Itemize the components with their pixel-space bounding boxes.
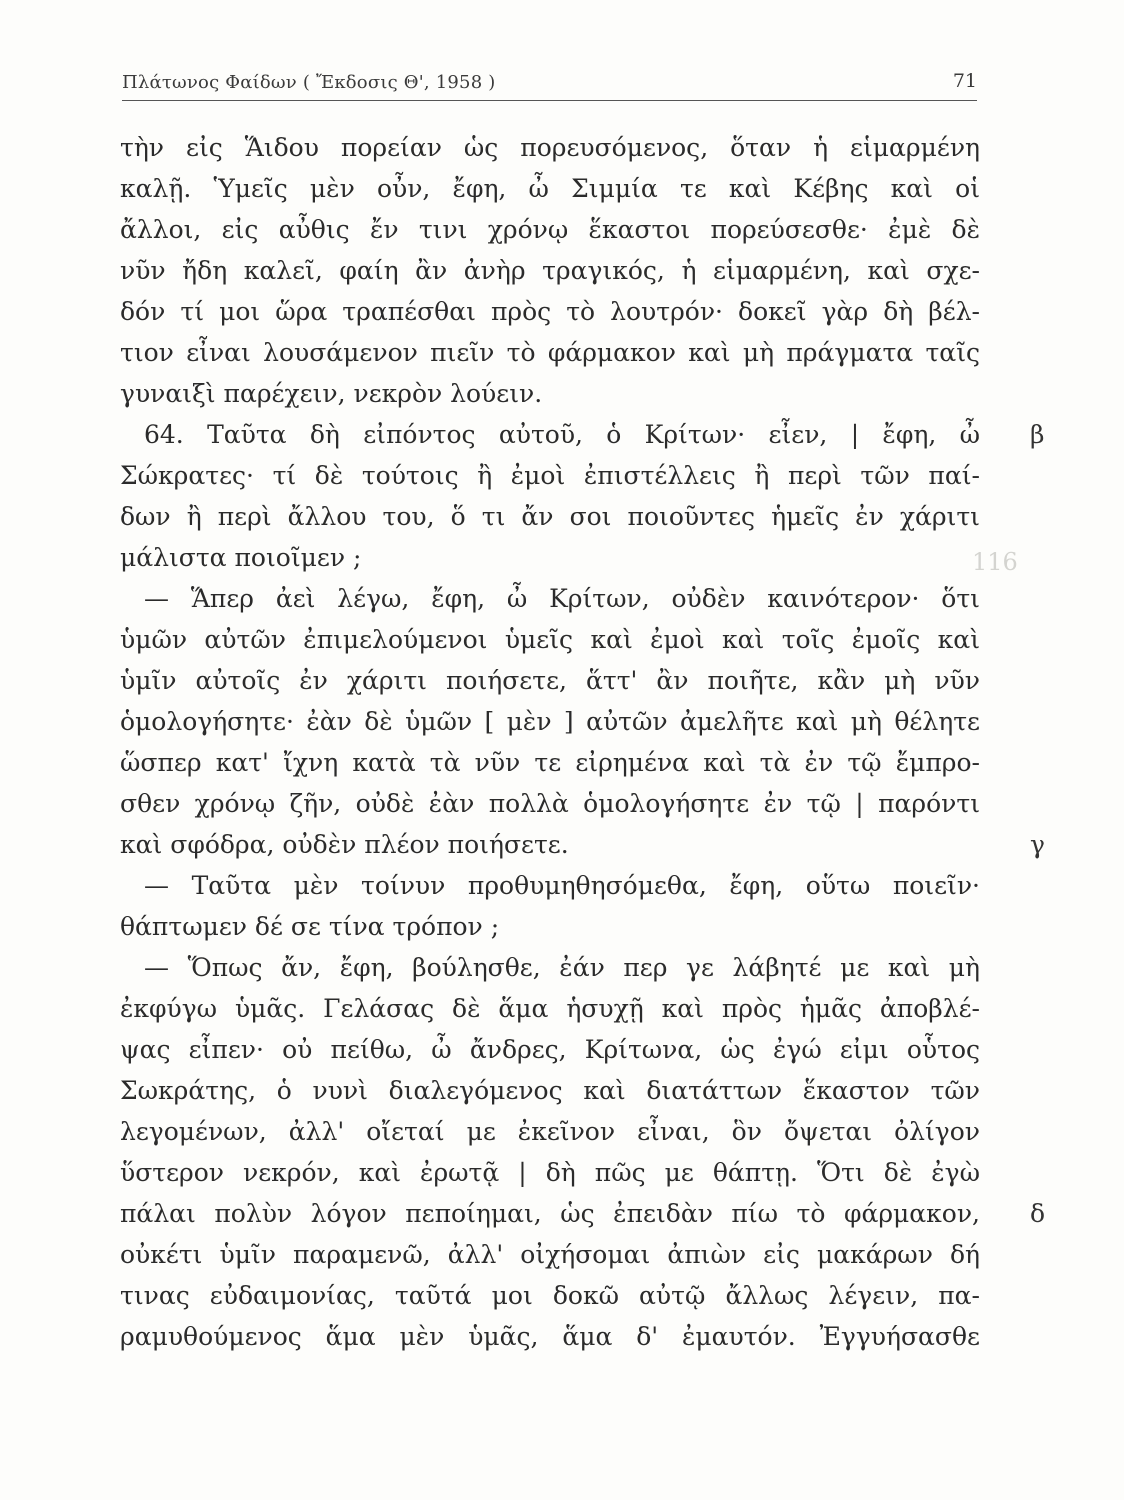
text-line: νῦν ἤδη καλεῖ, φαίη ἂν ἀνὴρ τραγικός, ἡ εἱμαρμένη, καὶ σχε-: [120, 256, 980, 285]
text-line: Σώκρατες· τί δὲ τούτοις ἢ ἐμοὶ ἐπιστέλλεις ἢ περὶ τῶν παί-: [120, 461, 980, 490]
text-line: οὐκέτι ὑμῖν παραμενῶ, ἀλλ' οἰχήσομαι ἀπιὼν εἰς μακάρων δή: [120, 1240, 980, 1269]
text-line: λεγομένων, ἀλλ' οἴεταί με ἐκεῖνον εἶναι, ὃν ὄψεται ὀλίγον: [120, 1117, 980, 1146]
dialogue-line: — Ὅπως ἄν, ἔφη, βούλησθε, ἐάν περ γε λάβητέ με καὶ μὴ: [144, 953, 980, 982]
text-line: ραμυθούμενος ἅμα μὲν ὑμᾶς, ἅμα δ' ἐμαυτόν. Ἐγγυήσασθε: [120, 1322, 980, 1351]
margin-letter-gamma: γ: [1030, 830, 1045, 859]
section-start-line: 64. Ταῦτα δὴ εἰπόντος αὐτοῦ, ὁ Κρίτων· εἶεν, | ἔφη, ὦ: [144, 420, 980, 449]
text-line: δόν τί μοι ὥρα τραπέσθαι πρὸς τὸ λουτρόν· δοκεῖ γὰρ δὴ βέλ-: [120, 297, 980, 326]
text-line: μάλιστα ποιοῖμεν ;: [120, 543, 362, 572]
text-line: ψας εἶπεν· οὐ πείθω, ὦ ἄνδρες, Κρίτωνα, ὡς ἐγώ εἰμι οὗτος: [120, 1035, 980, 1064]
text-line: καλῇ. Ὑμεῖς μὲν οὖν, ἔφη, ὦ Σιμμία τε καὶ Κέβης καὶ οἱ: [120, 174, 980, 203]
header-rule: [122, 100, 977, 101]
text-line: ἐκφύγω ὑμᾶς. Γελάσας δὲ ἅμα ἡσυχῇ καὶ πρὸς ἡμᾶς ἀποβλέ-: [120, 994, 980, 1023]
text-line: καὶ σφόδρα, οὐδὲν πλέον ποιήσετε.: [120, 830, 569, 859]
text-line: γυναιξὶ παρέχειν, νεκρὸν λούειν.: [120, 379, 543, 408]
dialogue-line: — Ταῦτα μὲν τοίνυν προθυμηθησόμεθα, ἔφη, οὕτω ποιεῖν·: [144, 871, 980, 900]
margin-letter-beta: β: [1030, 420, 1045, 449]
text-line: ἄλλοι, εἰς αὖθις ἔν τινι χρόνῳ ἕκαστοι πορεύσεσθε· ἐμὲ δὲ: [120, 215, 980, 244]
text-line: τινας εὐδαιμονίας, ταῦτά μοι δοκῶ αὐτῷ ἄλλως λέγειν, πα-: [120, 1281, 980, 1310]
text-line: τιον εἶναι λουσάμενον πιεῖν τὸ φάρμακον καὶ μὴ πράγματα ταῖς: [120, 338, 980, 367]
text-line: δων ἢ περὶ ἄλλου του, ὅ τι ἄν σοι ποιοῦντες ἡμεῖς ἐν χάριτι: [120, 502, 980, 531]
header-title: Πλάτωνος Φαίδων ( Ἔκδοσις Θ', 1958 ): [122, 72, 496, 93]
text-line: σθεν χρόνῳ ζῆν, οὐδὲ ἐὰν πολλὰ ὁμολογήσητε ἐν τῷ | παρόντι: [120, 789, 980, 818]
text-line: ὁμολογήσητε· ἐὰν δὲ ὑμῶν [ μὲν ] αὐτῶν ἀμελῆτε καὶ μὴ θέλητε: [120, 707, 980, 736]
bleed-through-page-ref: 116: [972, 548, 1018, 576]
dialogue-line: — Ἅπερ ἀεὶ λέγω, ἔφη, ὦ Κρίτων, οὐδὲν καινότερον· ὅτι: [144, 584, 980, 613]
text-line: τὴν εἰς Ἅιδου πορείαν ὡς πορευσόμενος, ὅταν ἡ εἱμαρμένη: [120, 133, 980, 162]
text-line: Σωκράτης, ὁ νυνὶ διαλεγόμενος καὶ διατάττων ἕκαστον τῶν: [120, 1076, 980, 1105]
margin-letter-delta: δ: [1030, 1199, 1046, 1228]
running-header: [122, 70, 977, 100]
text-line: θάπτωμεν δέ σε τίνα τρόπον ;: [120, 912, 500, 941]
page-number: 71: [952, 70, 977, 92]
text-line: ὥσπερ κατ' ἴχνη κατὰ τὰ νῦν τε εἰρημένα καὶ τὰ ἐν τῷ ἔμπρο-: [120, 748, 980, 777]
text-line: ὕστερον νεκρόν, καὶ ἐρωτᾷ | δὴ πῶς με θάπτῃ. Ὅτι δὲ ἐγὼ: [120, 1158, 980, 1187]
text-line: πάλαι πολὺν λόγον πεποίημαι, ὡς ἐπειδὰν πίω τὸ φάρμακον,: [120, 1199, 980, 1228]
text-line: ὑμῖν αὐτοῖς ἐν χάριτι ποιήσετε, ἅττ' ἂν ποιῆτε, κἂν μὴ νῦν: [120, 666, 980, 695]
text-line: ὑμῶν αὐτῶν ἐπιμελούμενοι ὑμεῖς καὶ ἐμοὶ καὶ τοῖς ἐμοῖς καὶ: [120, 625, 980, 654]
